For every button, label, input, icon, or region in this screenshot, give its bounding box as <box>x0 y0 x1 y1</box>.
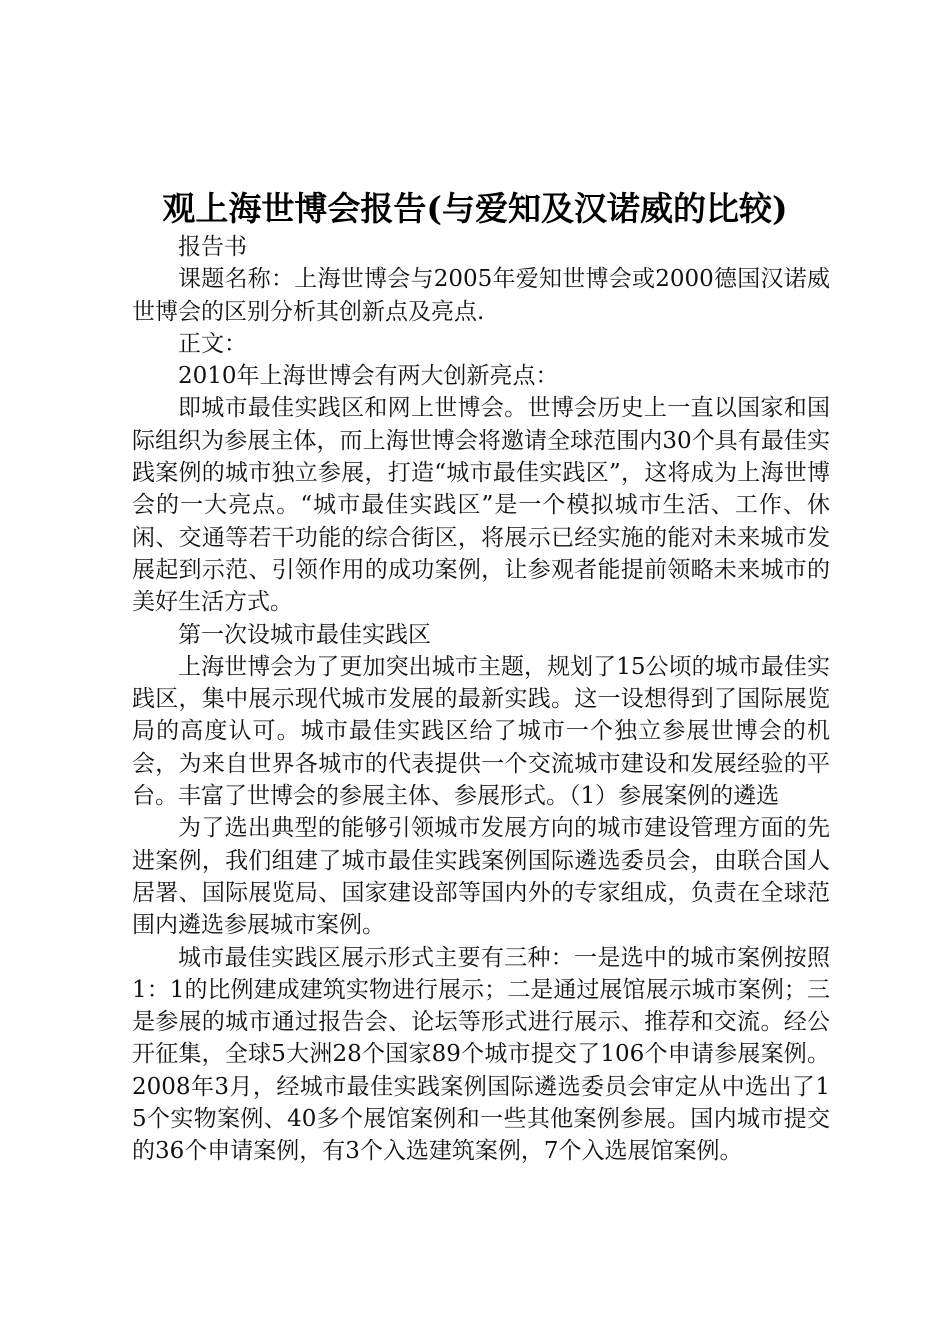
paragraph-city-theme: 上海世博会为了更加突出城市主题，规划了15公顷的城市最佳实践区，集中展示现代城市发展的最新实践。这一设想得到了国际展览局的高度认可。城市最佳实践区给了城市一个独立参展世博会的机会，为来自世界各城市的代表提供一个交流城市建设和发展经验的平台。丰富了世博会的参展主体、参展形式。（1）参展案例的遴选 <box>132 653 830 810</box>
paragraph-topic: 课题名称：上海世博会与2005年爱知世博会或2000德国汉诺威世博会的区别分析其创新点及亮点. <box>132 266 830 325</box>
paragraph-case-selection: 为了选出典型的能够引领城市发展方向的城市建设管理方面的先进案例，我们组建了城市最佳实践案例国际遴选委员会，由联合国人居署、国际展览局、国家建设部等国内外的专家组成，负责在全球范围内遴选参展城市案例。 <box>132 815 830 939</box>
document-title: 观上海世博会报告(与爱知及汉诺威的比较) <box>162 189 788 228</box>
paragraph-main-text-label: 正文： <box>178 330 247 357</box>
document-body <box>132 231 830 1168</box>
paragraph-report-label: 报告书 <box>178 234 247 260</box>
paragraph-display-forms: 城市最佳实践区展示形式主要有三种：一是选中的城市案例按照1：1的比例建成建筑实物进行展示；二是通过展馆展示城市案例；三是参展的城市通过报告会、论坛等形式进行展示、推荐和交流。经公开征集，全球5大洲28个国家89个城市提交了106个申请参展案例。2008年3月，经城市最佳实践案例国际遴选委员会审定从中选出了15个实物案例、40多个展馆案例和一些其他案例参展。国内城市提交的36个申请案例，有3个入选建筑案例，7个入选展馆案例。 <box>132 944 830 1165</box>
paragraph-first-time-heading: 第一次设城市最佳实践区 <box>178 621 431 648</box>
paragraph-best-practice-area: 即城市最佳实践区和网上世博会。世博会历史上一直以国家和国际组织为参展主体，而上海世博会将邀请全球范围内30个具有最佳实践案例的城市独立参展，打造“城市最佳实践区”，这将成为上海世博会的一大亮点。“城市最佳实践区”是一个模拟城市生活、工作、休闲、交通等若干功能的综合街区，将展示已经实施的能对未来城市发展起到示范、引领作用的成功案例，让参观者能提前领略未来城市的美好生活方式。 <box>132 395 830 616</box>
paragraph-highlights-intro: 2010年上海世博会有两大创新亮点： <box>178 363 559 390</box>
